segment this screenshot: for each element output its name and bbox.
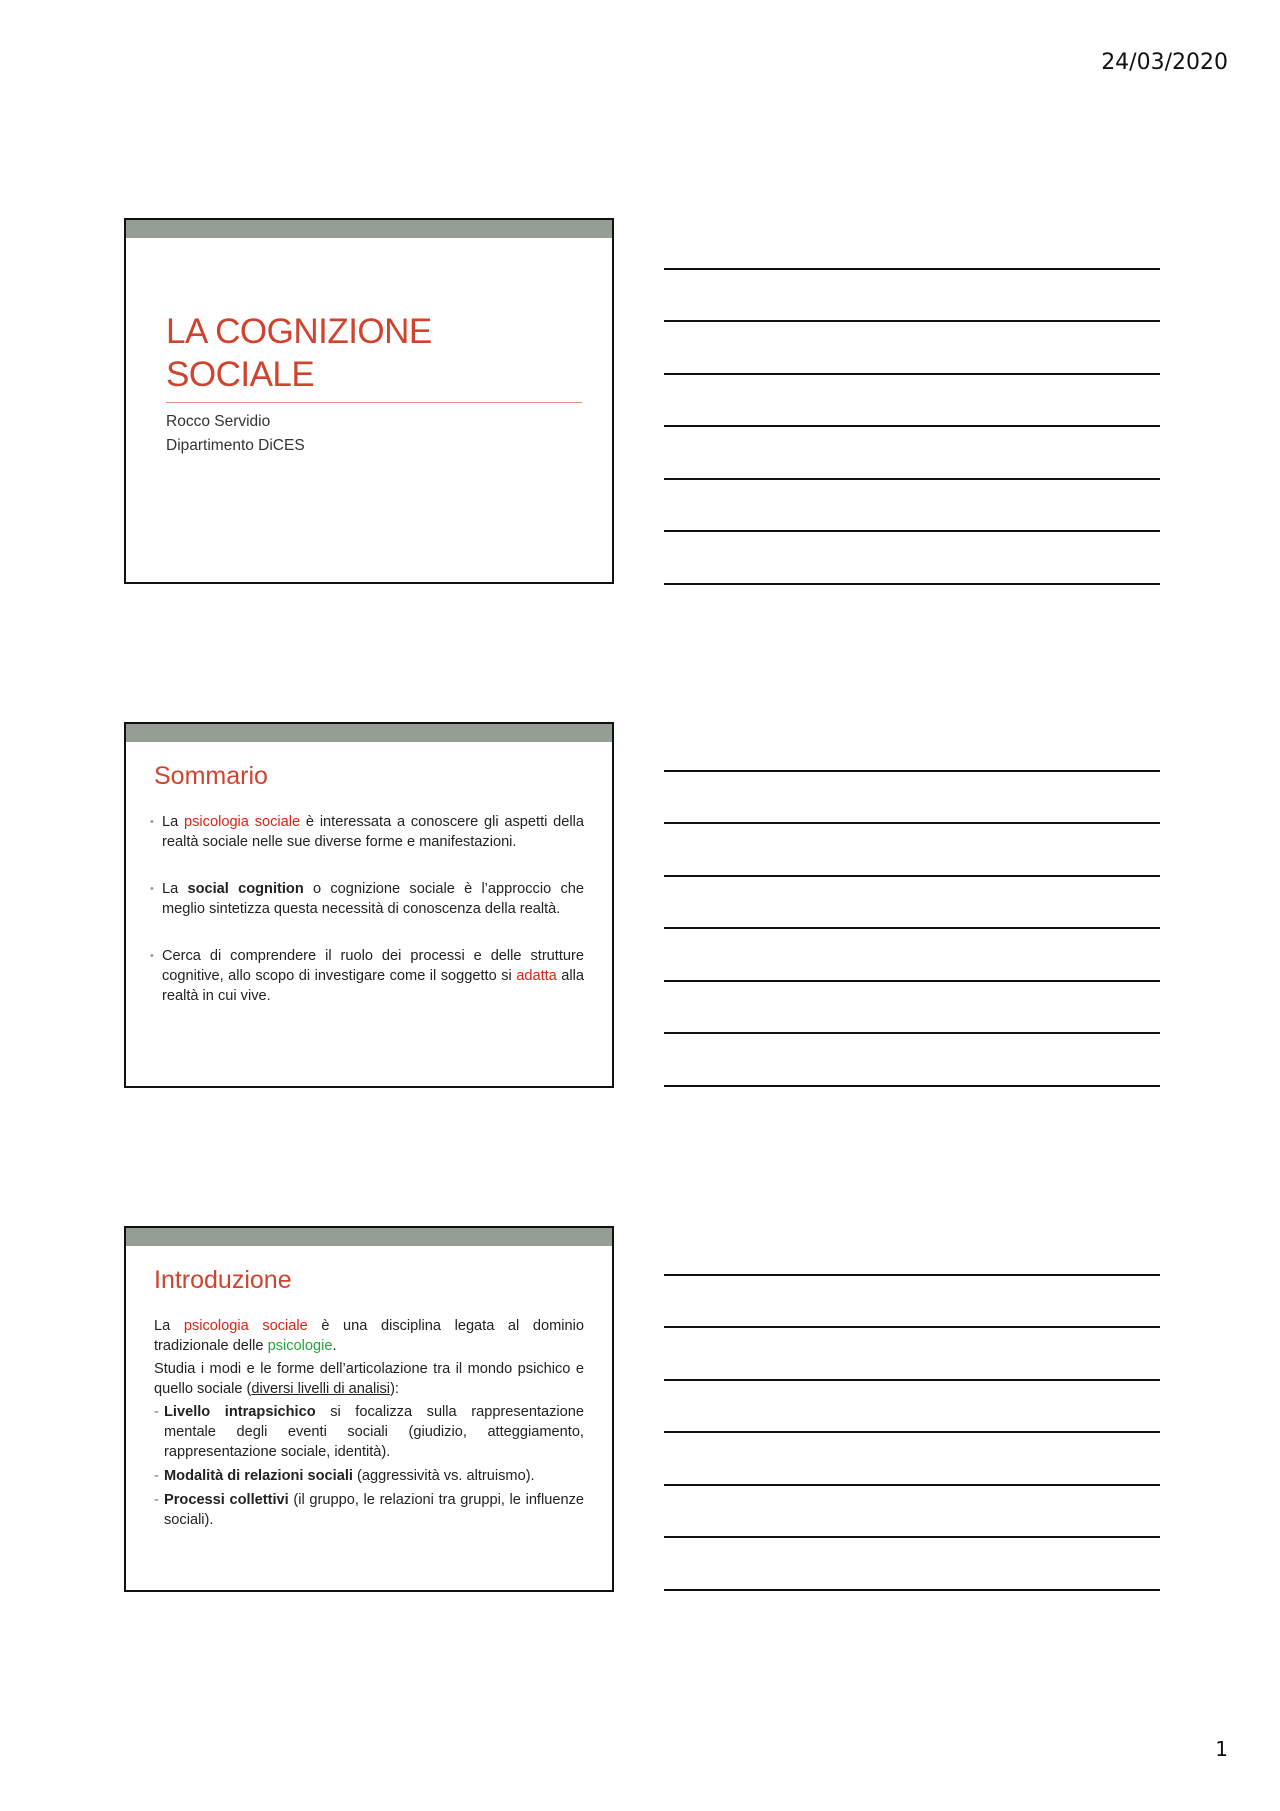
author-name: Rocco Servidio bbox=[166, 413, 271, 430]
intro-body bbox=[154, 1316, 584, 1534]
dash-item: - Livello intrapsichico si focalizza sulla rappresentazione mentale degli eventi sociali (giudizio, atteggiamento, rappresentazione sociale, identità). bbox=[154, 1402, 584, 1462]
slide-sommario bbox=[124, 722, 614, 1088]
note-line bbox=[664, 770, 1160, 772]
slide-heading: Sommario bbox=[154, 762, 268, 790]
slide-introduzione bbox=[124, 1226, 614, 1592]
page-number: 1 bbox=[1215, 1737, 1228, 1761]
bullet-item: • La psicologia sociale è interessata a conoscere gli aspetti della realtà sociale nelle sue diverse forme e manifestazioni. bbox=[150, 812, 584, 852]
note-line bbox=[664, 980, 1160, 982]
dash-item: - Modalità di relazioni sociali (aggressività vs. altruismo). bbox=[154, 1466, 584, 1486]
note-line bbox=[664, 1274, 1160, 1276]
bullet-item: • Cerca di comprendere il ruolo dei processi e delle strutture cognitive, allo scopo di investigare come il soggetto si adatta alla realtà in cui vive. bbox=[150, 946, 584, 1006]
subtitle bbox=[166, 410, 305, 458]
note-line bbox=[664, 1085, 1160, 1087]
note-line bbox=[664, 478, 1160, 480]
paragraph: Studia i modi e le forme dell’articolazione tra il mondo psichico e quello sociale (diversi livelli di analisi): bbox=[154, 1361, 584, 1397]
note-line bbox=[664, 875, 1160, 877]
slide-title bbox=[124, 218, 614, 584]
note-line bbox=[664, 927, 1160, 929]
note-line bbox=[664, 1589, 1160, 1591]
slide-header-bar bbox=[126, 1228, 612, 1246]
paragraph: La psicologia sociale è una disciplina legata al dominio tradizionale delle psicologie. bbox=[154, 1318, 584, 1354]
note-line bbox=[664, 530, 1160, 532]
note-line bbox=[664, 1379, 1160, 1381]
page-date: 24/03/2020 bbox=[1101, 50, 1228, 75]
note-line bbox=[664, 1326, 1160, 1328]
slide-heading: Introduzione bbox=[154, 1266, 292, 1294]
note-line bbox=[664, 1431, 1160, 1433]
dash-item: - Processi collettivi (il gruppo, le relazioni tra gruppi, le influenze sociali). bbox=[154, 1490, 584, 1530]
note-line bbox=[664, 373, 1160, 375]
note-line bbox=[664, 1032, 1160, 1034]
title-line-1: LA COGNIZIONE bbox=[166, 312, 432, 351]
note-line bbox=[664, 268, 1160, 270]
department-name: Dipartimento DiCES bbox=[166, 437, 305, 454]
note-line bbox=[664, 425, 1160, 427]
bullet-list bbox=[150, 812, 584, 1033]
note-line bbox=[664, 1536, 1160, 1538]
title-divider bbox=[166, 402, 582, 403]
note-line bbox=[664, 320, 1160, 322]
slide-header-bar bbox=[126, 724, 612, 742]
note-line bbox=[664, 583, 1160, 585]
slide-header-bar bbox=[126, 220, 612, 238]
presentation-title bbox=[166, 310, 566, 396]
bullet-item: • La social cognition o cognizione sociale è l’approccio che meglio sintetizza questa necessità di conoscenza della realtà. bbox=[150, 879, 584, 919]
title-line-2: SOCIALE bbox=[166, 355, 315, 394]
note-line bbox=[664, 1484, 1160, 1486]
note-line bbox=[664, 822, 1160, 824]
